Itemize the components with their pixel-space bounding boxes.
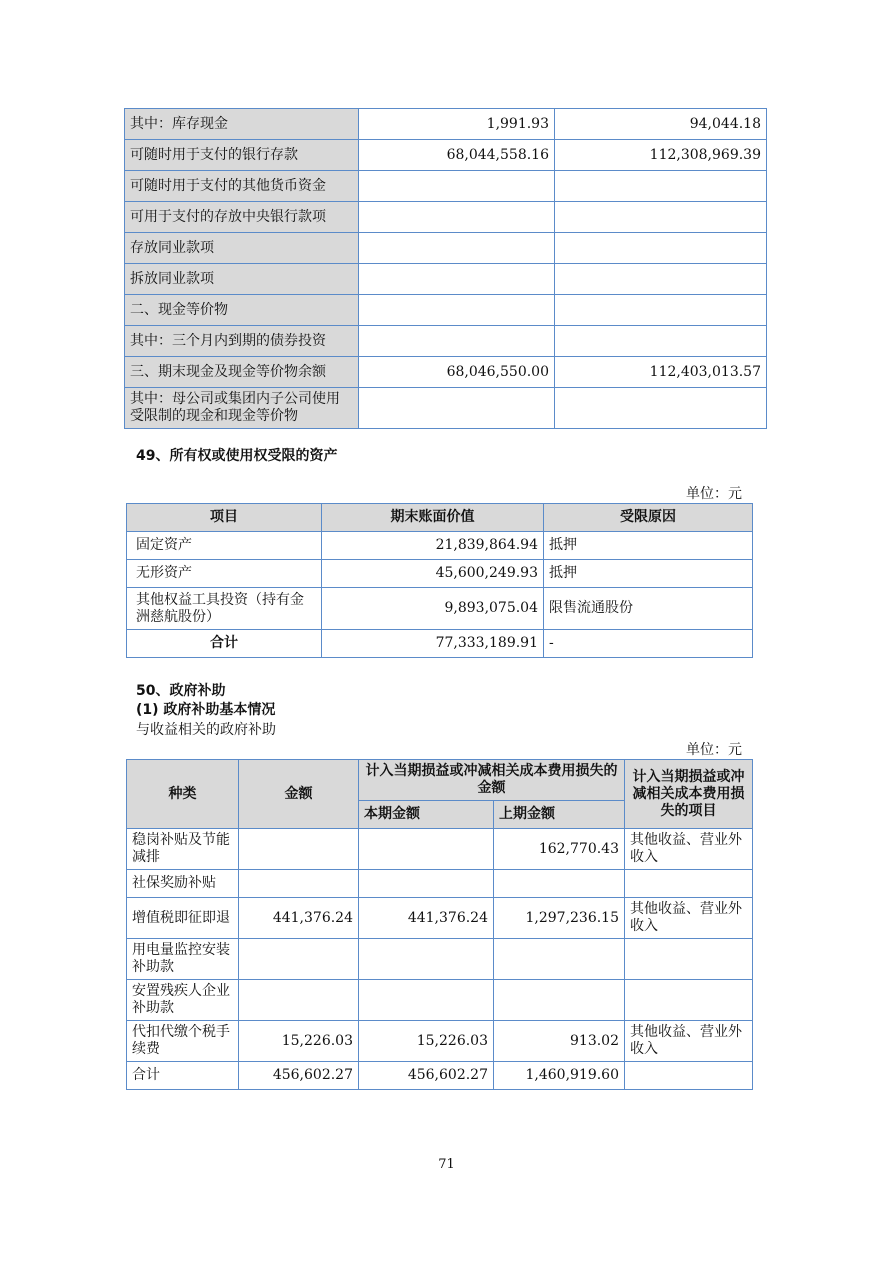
- section-50-caption: 与收益相关的政府补助: [136, 722, 276, 738]
- table-row: [127, 560, 753, 588]
- previous-value: [555, 295, 767, 326]
- item-cell: [625, 870, 753, 898]
- amount-cell: [239, 829, 359, 870]
- row-label: 其中：库存现金: [125, 109, 359, 140]
- header-item: 项目: [127, 504, 322, 532]
- total-value: 77,333,189.91: [322, 630, 544, 658]
- cash-equivalents-table: [124, 108, 767, 429]
- previous-value: [555, 202, 767, 233]
- section-49-title: 49、所有权或使用权受限的资产: [136, 448, 338, 464]
- previous-value: [555, 388, 767, 429]
- government-grants-table: [126, 759, 753, 1090]
- value-cell: 45,600,249.93: [322, 560, 544, 588]
- section-50-subtitle: (1) 政府补助基本情况: [136, 702, 276, 718]
- previous-value: [555, 171, 767, 202]
- previous-value: [555, 233, 767, 264]
- current-value: [359, 202, 555, 233]
- previous-cell: 162,770.43: [494, 829, 625, 870]
- previous-cell: [494, 980, 625, 1021]
- table-header-row: [127, 504, 753, 532]
- table-total-row: [127, 1062, 753, 1090]
- reason-cell: 抵押: [544, 532, 753, 560]
- table-row: [125, 171, 767, 202]
- amount-cell: [239, 939, 359, 980]
- total-reason: -: [544, 630, 753, 658]
- table-row: [127, 588, 753, 630]
- item-cell: 其他收益、营业外收入: [625, 1021, 753, 1062]
- item-cell: 无形资产: [127, 560, 322, 588]
- table-row: [127, 980, 753, 1021]
- row-label: 可用于支付的存放中央银行款项: [125, 202, 359, 233]
- current-cell: [359, 939, 494, 980]
- previous-value: 94,044.18: [555, 109, 767, 140]
- table-row: [125, 202, 767, 233]
- current-cell: 15,226.03: [359, 1021, 494, 1062]
- table-row: [127, 870, 753, 898]
- table-row: [125, 109, 767, 140]
- type-cell: 用电量监控安装补助款: [127, 939, 239, 980]
- table-row: [127, 1021, 753, 1062]
- current-cell: [359, 829, 494, 870]
- row-label: 其中：母公司或集团内子公司使用受限制的现金和现金等价物: [125, 388, 359, 429]
- table-row: [125, 295, 767, 326]
- total-label: 合计: [127, 1062, 239, 1090]
- table-row: [125, 326, 767, 357]
- current-cell: [359, 980, 494, 1021]
- value-cell: 9,893,075.04: [322, 588, 544, 630]
- row-label: 可随时用于支付的银行存款: [125, 140, 359, 171]
- table-row: [125, 140, 767, 171]
- header-item: 计入当期损益或冲减相关成本费用损失的项目: [625, 760, 753, 829]
- item-cell: [625, 939, 753, 980]
- row-label: 其中：三个月内到期的债券投资: [125, 326, 359, 357]
- amount-cell: [239, 870, 359, 898]
- type-cell: 社保奖励补贴: [127, 870, 239, 898]
- row-label: 拆放同业款项: [125, 264, 359, 295]
- header-current: 本期金额: [359, 801, 494, 829]
- current-value: [359, 326, 555, 357]
- restricted-assets-table: [126, 503, 753, 658]
- current-value: [359, 171, 555, 202]
- amount-cell: 15,226.03: [239, 1021, 359, 1062]
- table-row: [125, 233, 767, 264]
- reason-cell: 抵押: [544, 560, 753, 588]
- header-group: 计入当期损益或冲减相关成本费用损失的金额: [359, 760, 625, 801]
- current-value: 1,991.93: [359, 109, 555, 140]
- previous-value: 112,403,013.57: [555, 357, 767, 388]
- previous-cell: [494, 870, 625, 898]
- current-value: [359, 264, 555, 295]
- row-label: 二、现金等价物: [125, 295, 359, 326]
- type-cell: 稳岗补贴及节能减排: [127, 829, 239, 870]
- section-50-unit: 单位：元: [686, 742, 742, 758]
- header-amount: 金额: [239, 760, 359, 829]
- type-cell: 代扣代缴个税手续费: [127, 1021, 239, 1062]
- table-row: [125, 357, 767, 388]
- section-49-unit: 单位：元: [686, 486, 742, 502]
- table-total-row: [127, 630, 753, 658]
- item-cell: 其他收益、营业外收入: [625, 829, 753, 870]
- total-previous: 1,460,919.60: [494, 1062, 625, 1090]
- previous-cell: 913.02: [494, 1021, 625, 1062]
- table-row: [127, 829, 753, 870]
- table-row: [127, 532, 753, 560]
- header-type: 种类: [127, 760, 239, 829]
- total-label: 合计: [127, 630, 322, 658]
- reason-cell: 限售流通股份: [544, 588, 753, 630]
- row-label: 三、期末现金及现金等价物余额: [125, 357, 359, 388]
- header-value: 期末账面价值: [322, 504, 544, 532]
- item-cell: 其他权益工具投资（持有金洲慈航股份）: [127, 588, 322, 630]
- total-amount: 456,602.27: [239, 1062, 359, 1090]
- section-50-title: 50、政府补助: [136, 683, 226, 699]
- previous-value: 112,308,969.39: [555, 140, 767, 171]
- total-current: 456,602.27: [359, 1062, 494, 1090]
- current-cell: 441,376.24: [359, 898, 494, 939]
- table-row: [127, 939, 753, 980]
- current-value: [359, 295, 555, 326]
- current-value: 68,044,558.16: [359, 140, 555, 171]
- table-row: [125, 264, 767, 295]
- type-cell: 增值税即征即退: [127, 898, 239, 939]
- previous-value: [555, 326, 767, 357]
- row-label: 可随时用于支付的其他货币资金: [125, 171, 359, 202]
- table-row: [127, 898, 753, 939]
- total-item: [625, 1062, 753, 1090]
- item-cell: 其他收益、营业外收入: [625, 898, 753, 939]
- amount-cell: 441,376.24: [239, 898, 359, 939]
- page-number: 71: [438, 1157, 455, 1172]
- previous-cell: [494, 939, 625, 980]
- table-header-row: [127, 760, 753, 801]
- previous-value: [555, 264, 767, 295]
- type-cell: 安置残疾人企业补助款: [127, 980, 239, 1021]
- table-row: [125, 388, 767, 429]
- current-value: [359, 388, 555, 429]
- value-cell: 21,839,864.94: [322, 532, 544, 560]
- row-label: 存放同业款项: [125, 233, 359, 264]
- current-cell: [359, 870, 494, 898]
- header-previous: 上期金额: [494, 801, 625, 829]
- item-cell: [625, 980, 753, 1021]
- amount-cell: [239, 980, 359, 1021]
- header-reason: 受限原因: [544, 504, 753, 532]
- item-cell: 固定资产: [127, 532, 322, 560]
- current-value: 68,046,550.00: [359, 357, 555, 388]
- previous-cell: 1,297,236.15: [494, 898, 625, 939]
- current-value: [359, 233, 555, 264]
